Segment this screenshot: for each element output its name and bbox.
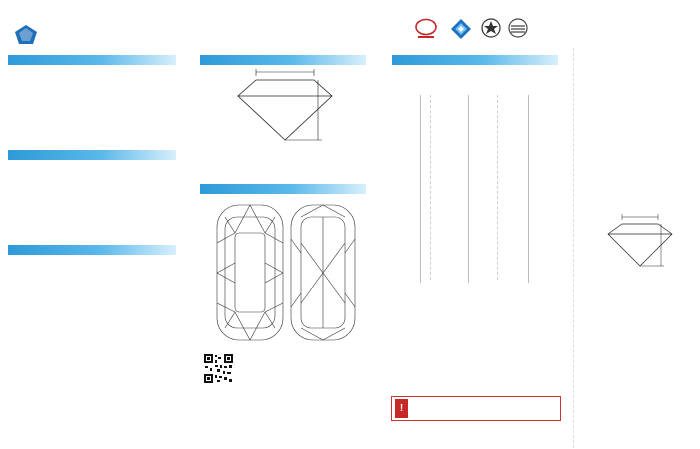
- cma-logo: [414, 18, 438, 40]
- color-scale-track: [420, 95, 421, 283]
- clarity-plot: [213, 203, 359, 343]
- ilac-logo: [449, 17, 473, 41]
- cut-scale-track: [528, 95, 529, 283]
- grading-scales-bar: [392, 55, 558, 65]
- clarity-scale-header: [457, 73, 479, 78]
- proportion-diagram: [210, 66, 360, 146]
- notice-box: [391, 396, 561, 421]
- warning-icon: !: [395, 399, 408, 418]
- additional-bar: [8, 245, 176, 255]
- scale-divider-2: [497, 95, 498, 280]
- right-panel-divider: [573, 48, 574, 448]
- clarity-characteristics-bar: [200, 184, 366, 194]
- cnas-logo: [480, 17, 502, 41]
- ngic-logo: [14, 24, 38, 46]
- proportions-bar: [200, 55, 366, 65]
- cut-scale-header: [517, 73, 539, 78]
- color-scale-header: [400, 73, 420, 78]
- conclusion-bar: [8, 55, 176, 65]
- grading-bar: [8, 150, 176, 160]
- ngtc-logo: [507, 17, 529, 41]
- scale-divider-1: [430, 95, 431, 280]
- clarity-scale-track: [468, 95, 469, 283]
- barcode: [252, 376, 366, 388]
- qr-code: [203, 353, 234, 384]
- right-proportion-diagram: [590, 212, 690, 270]
